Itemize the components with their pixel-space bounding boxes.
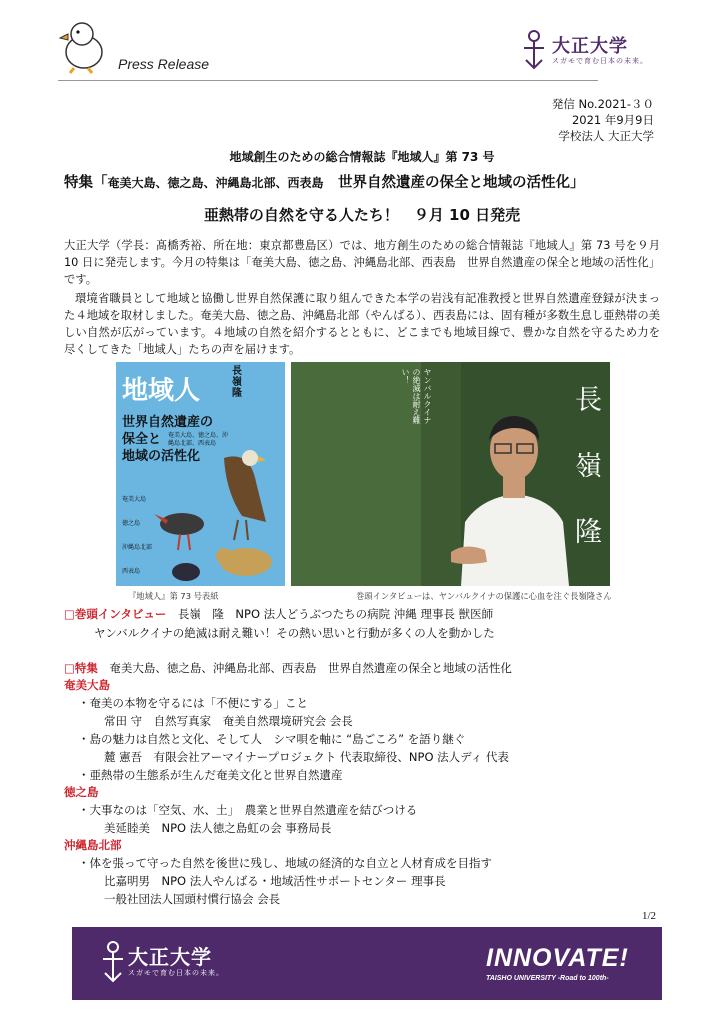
spread-name: [575, 368, 602, 566]
cover-toc-item: 西表島: [122, 568, 141, 575]
logo-name: 大正大学: [552, 36, 628, 57]
spread-name-char: 長: [575, 385, 602, 416]
release-date: 2021 年9月9日: [571, 113, 654, 127]
innovate-subtitle: TAISHO UNIVERSITY -Road to 100th-: [486, 975, 609, 982]
footer-logo: [72, 927, 272, 1000]
footer-banner: [72, 927, 662, 1000]
interview-quote: ヤンバルクイナの絶滅は耐え難い！その熱い思いと行動が多くの人を動かした: [94, 626, 495, 640]
cover-subtitle: 奄美大島、徳之島、沖縄島北部、西表島: [168, 432, 229, 447]
intro-paragraph: 大正大学（学長：髙橋秀裕、所在地：東京都豊島区）では、地方創生のための総合情報誌『地域人』第 73 号を９月 10 日に発売します。今月の特集は「奄美大島、徳之島、沖縄島北部、西表島 世界自然遺産の保全と地域の活性化」です。: [64, 239, 660, 286]
feature-person: 一般社団法人国頭村慣行協会 会長: [104, 892, 281, 906]
feature-person: 美延睦美 NPO 法人徳之島虹の会 事務局長: [104, 821, 332, 835]
cover-toc-item: 奄美大島: [122, 496, 147, 503]
cover-toc-item: 沖縄島北部: [122, 544, 153, 551]
footer-logo-tagline: スガモで育む日本の未来。: [128, 969, 224, 977]
cover-brand: 地域人: [122, 376, 201, 406]
cover-toc-item: 徳之島: [122, 520, 141, 527]
caption-spread: 巻頭インタビューは、ヤンバルクイナの保護に心血を注ぐ長嶺隆さん: [356, 591, 612, 601]
cover-illustration-icon: [146, 422, 285, 586]
feature-heading-line: [64, 660, 512, 677]
interview-spread-image: [291, 362, 610, 586]
title-places: 奄美大島、徳之島、沖縄島北部、西表島: [107, 176, 324, 190]
cover-vertical-name: 長嶺隆: [232, 366, 242, 399]
feature-person: 麓 憲吾 有限会社アーマイナープロジェクト 代表取締役、NPO 法人ディ 代表: [104, 750, 509, 764]
cover-title-b: 保全と: [122, 432, 162, 447]
body-paragraph: 環境省職員として地域と協働し世界自然保護に取り組んできた本学の岩浅有記准教授と世界自然遺産登録が決まった４地域を取材しました。奄美大島、徳之島、沖縄島北部（やんばる）、西表島には、固有種が多数生息し亜熱帯の美しい自然が広がっています。４地域の自然を紹介するとともに、どこまでも地域目線で、豊かな自然を守るため力を尽くしてきた「地域人」たちの声を届けます。: [64, 292, 660, 356]
feature-person: 常田 守 自然写真家 奄美自然環境研究会 会長: [104, 714, 353, 728]
university-emblem-icon: [520, 30, 548, 70]
region-amami: 奄美大島: [64, 678, 110, 692]
cover-title-c: 地域の活性化: [122, 449, 201, 464]
title-line-2: [64, 171, 585, 192]
feature-title: 奄美大島、徳之島、沖縄島北部、西表島 世界自然遺産の保全と地域の活性化: [109, 661, 512, 675]
innovate-slogan: INNOVATE!: [486, 944, 629, 972]
feature-item: ・島の魅力は自然と文化、そして人 シマ唄を軸に “島ごころ” を語り継ぐ: [78, 732, 466, 746]
cover-title-a: 世界自然遺産の: [122, 415, 214, 430]
magazine-cover-image: [116, 362, 285, 586]
region-tokunoshima: 徳之島: [64, 785, 99, 799]
duck-mascot-icon: [58, 18, 108, 74]
feature-person: 比嘉明男 NPO 法人やんばる・地域活性サポートセンター 理事長: [104, 874, 446, 888]
page-number: 1/2: [641, 910, 656, 922]
university-emblem-icon: [100, 941, 126, 983]
spread-quote: ヤンバルクイナの絶滅は耐え難い！: [401, 368, 432, 424]
interviewee-portrait-icon: [451, 402, 571, 586]
header-divider: [58, 80, 598, 81]
caption-cover: 『地域人』第 73 号表紙: [128, 591, 219, 601]
feature-heading: □特集: [64, 661, 98, 675]
logo-tagline: スガモで育む日本の未来。: [552, 57, 648, 65]
title-line-3: 亜熱帯の自然を守る人たち！ ９月 10 日発売: [203, 206, 521, 224]
interview-person: 長嶺 隆 NPO 法人どうぶつたちの病院 沖縄 理事長 獣医師: [177, 607, 494, 621]
footer-logo-name: 大正大学: [128, 945, 212, 969]
title-theme: 世界自然遺産の保全と地域の活性化」: [338, 175, 585, 191]
title-line-1: 地域創生のための総合情報誌『地域人』第 73 号: [229, 150, 495, 164]
feature-item: ・体を張って守った自然を後世に残し、地域の経済的な自立と人材育成を目指す: [78, 856, 492, 870]
region-okinawa-north: 沖縄島北部: [64, 838, 122, 852]
interview-heading-line: [64, 606, 493, 623]
interview-heading: □巻頭インタビュー: [64, 607, 167, 621]
feature-item: ・亜熱帯の生態系が生んだ奄美文化と世界自然遺産: [78, 768, 343, 782]
title-prefix: 特集「: [64, 175, 108, 191]
spread-name-char: 隆: [575, 517, 602, 548]
issue-number: 発信 No.2021-３０: [551, 97, 654, 111]
feature-item: ・大事なのは「空気、水、土」 農業と世界自然遺産を結びつける: [78, 803, 418, 817]
spread-name-char: 嶺: [575, 451, 602, 482]
organization: 学校法人 大正大学: [558, 129, 654, 143]
press-release-label: Press Release: [118, 56, 210, 72]
feature-item: ・奄美の本物を守るには「不便にする」こと: [78, 696, 308, 710]
university-logo: [520, 30, 650, 74]
